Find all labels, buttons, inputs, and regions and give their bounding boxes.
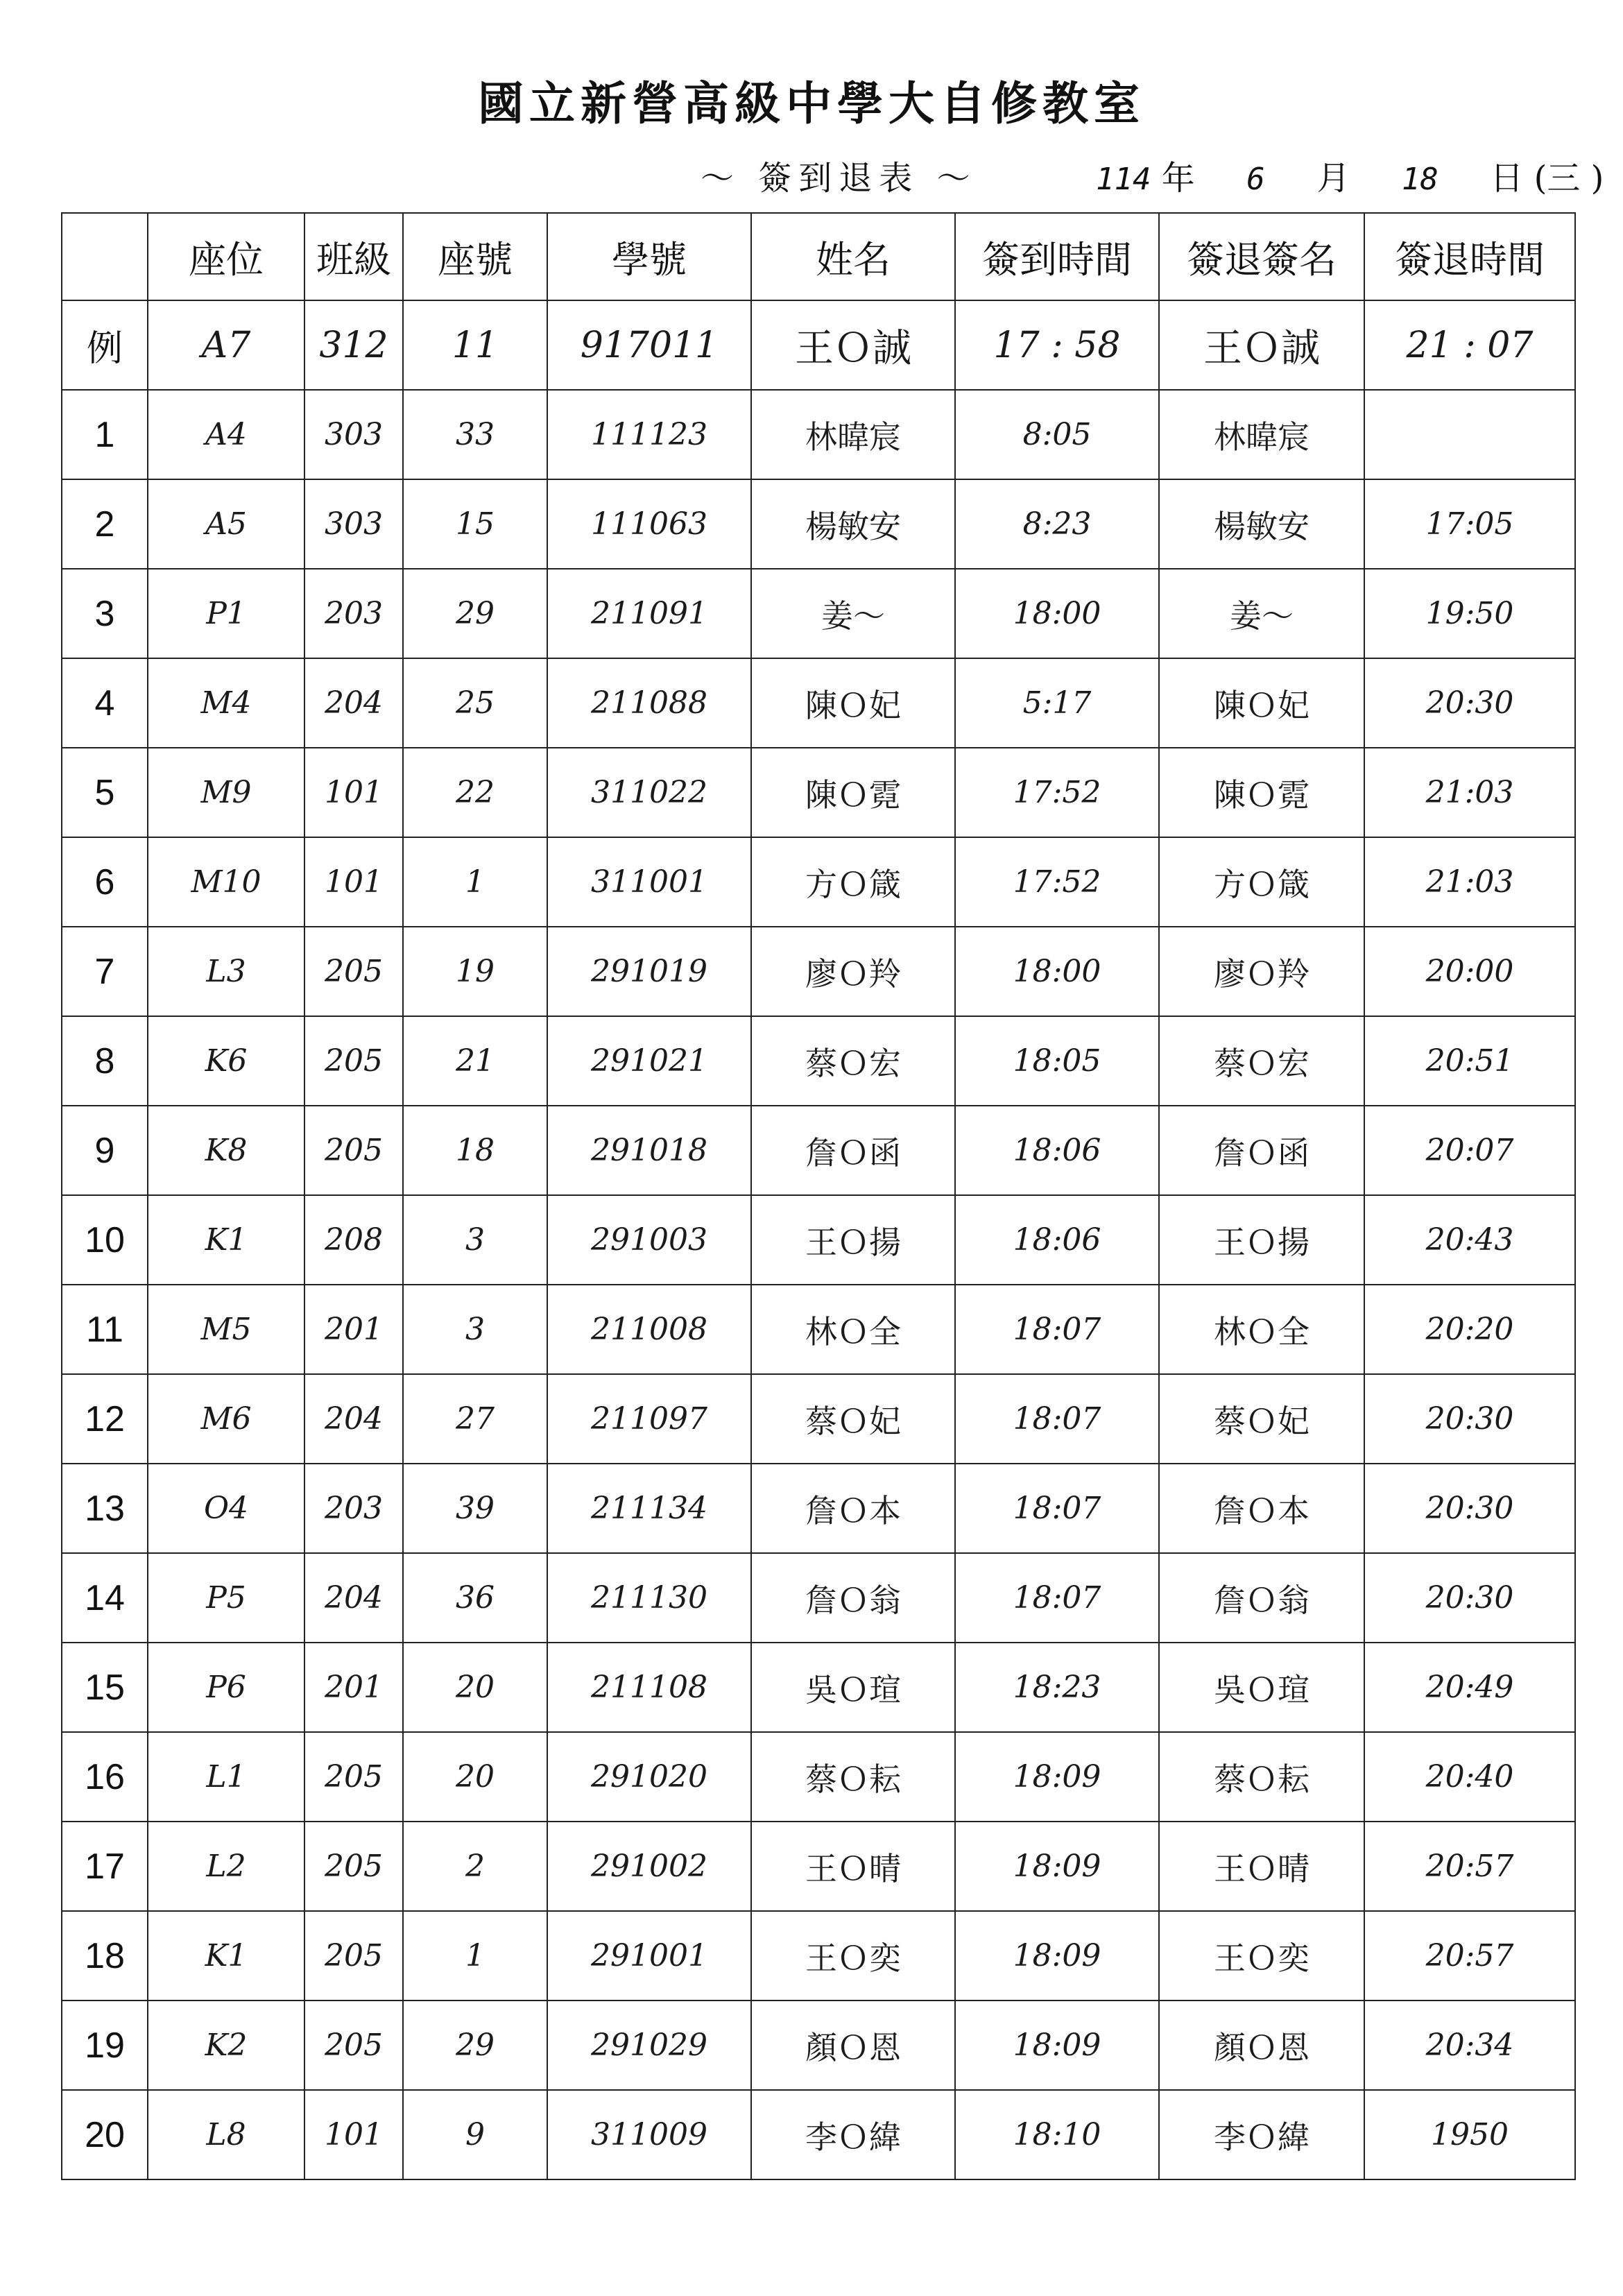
row-index: 4	[62, 658, 148, 748]
sign-in-time-cell: 18:07	[955, 1464, 1159, 1553]
seat-cell: A5	[148, 479, 304, 569]
name-cell: 林Ｏ全	[751, 1285, 955, 1374]
class-cell: 205	[304, 927, 403, 1016]
class-cell: 203	[304, 569, 403, 658]
student-id-cell: 291003	[547, 1195, 751, 1285]
sign-out-time-cell: 20:30	[1364, 1374, 1575, 1464]
seat-number-cell: 3	[403, 1195, 547, 1285]
seat-cell: M5	[148, 1285, 304, 1374]
student-id-cell: 291002	[547, 1822, 751, 1911]
seat-cell: K6	[148, 1016, 304, 1106]
class-cell: 205	[304, 1106, 403, 1195]
name-cell: 方Ｏ箴	[751, 837, 955, 927]
name-cell: 詹Ｏ翁	[751, 1553, 955, 1643]
sign-in-time-cell: 18:09	[955, 1911, 1159, 2001]
class-cell: 205	[304, 1911, 403, 2001]
sign-out-time-cell	[1364, 390, 1575, 479]
seat-cell: P6	[148, 1643, 304, 1732]
sign-in-time-cell: 18:07	[955, 1553, 1159, 1643]
example-row	[62, 300, 1575, 390]
table-row	[62, 1016, 1575, 1106]
sign-out-signature-cell: 顏Ｏ恩	[1159, 2001, 1364, 2090]
seat-cell: M6	[148, 1374, 304, 1464]
seat-cell: A7	[148, 300, 304, 390]
sign-in-time-cell: 17 : 58	[955, 300, 1159, 390]
header-index	[62, 213, 148, 300]
sign-in-time-cell: 18:07	[955, 1374, 1159, 1464]
student-id-cell: 311022	[547, 748, 751, 837]
seat-cell: K1	[148, 1195, 304, 1285]
seat-number-cell: 15	[403, 479, 547, 569]
name-cell: 陳Ｏ霓	[751, 748, 955, 837]
student-id-cell: 211134	[547, 1464, 751, 1553]
name-cell: 王Ｏ揚	[751, 1195, 955, 1285]
sign-out-signature-cell: 蔡Ｏ宏	[1159, 1016, 1364, 1106]
student-id-cell: 211097	[547, 1374, 751, 1464]
sign-out-signature-cell: 吳Ｏ瑄	[1159, 1643, 1364, 1732]
student-id-cell: 291001	[547, 1911, 751, 2001]
row-index: 2	[62, 479, 148, 569]
table-row	[62, 1285, 1575, 1374]
sign-out-signature-cell: 詹Ｏ翁	[1159, 1553, 1364, 1643]
sign-out-signature-cell: 蔡Ｏ妃	[1159, 1374, 1364, 1464]
name-cell: 廖Ｏ羚	[751, 927, 955, 1016]
seat-number-cell: 25	[403, 658, 547, 748]
row-index: 9	[62, 1106, 148, 1195]
sign-out-signature-cell: 姜～	[1159, 569, 1364, 658]
sign-out-time-cell: 21:03	[1364, 748, 1575, 837]
student-id-cell: 291029	[547, 2001, 751, 2090]
sign-out-time-cell: 20:34	[1364, 2001, 1575, 2090]
row-index: 1	[62, 390, 148, 479]
sign-out-time-cell: 20:40	[1364, 1732, 1575, 1822]
name-cell: 詹Ｏ本	[751, 1464, 955, 1553]
header-sign-out-time: 簽退時間	[1364, 213, 1575, 300]
sign-in-time-cell: 18:06	[955, 1195, 1159, 1285]
row-index: 例	[62, 300, 148, 390]
date-day-label: 日	[1490, 159, 1524, 198]
seat-number-cell: 20	[403, 1643, 547, 1732]
sign-out-signature-cell: 蔡Ｏ耘	[1159, 1732, 1364, 1822]
name-cell: 蔡Ｏ耘	[751, 1732, 955, 1822]
seat-cell: K1	[148, 1911, 304, 2001]
date-year-label: 年	[1161, 159, 1195, 198]
header-sign-out-signature: 簽退簽名	[1159, 213, 1364, 300]
seat-number-cell: 27	[403, 1374, 547, 1464]
table-row	[62, 569, 1575, 658]
table-row	[62, 390, 1575, 479]
seat-cell: M9	[148, 748, 304, 837]
seat-cell: O4	[148, 1464, 304, 1553]
name-cell: 李Ｏ緯	[751, 2090, 955, 2179]
seat-cell: M10	[148, 837, 304, 927]
sign-in-time-cell: 5:17	[955, 658, 1159, 748]
sign-out-time-cell: 20:30	[1364, 658, 1575, 748]
sign-out-signature-cell: 王Ｏ誠	[1159, 300, 1364, 390]
row-index: 10	[62, 1195, 148, 1285]
seat-number-cell: 36	[403, 1553, 547, 1643]
sign-in-time-cell: 18:09	[955, 2001, 1159, 2090]
sign-out-time-cell: 20:00	[1364, 927, 1575, 1016]
sign-in-time-cell: 8:23	[955, 479, 1159, 569]
sign-out-time-cell: 19:50	[1364, 569, 1575, 658]
seat-number-cell: 20	[403, 1732, 547, 1822]
class-cell: 101	[304, 2090, 403, 2179]
row-index: 19	[62, 2001, 148, 2090]
row-index: 11	[62, 1285, 148, 1374]
table-row	[62, 927, 1575, 1016]
name-cell: 王Ｏ晴	[751, 1822, 955, 1911]
row-index: 16	[62, 1732, 148, 1822]
table-row	[62, 658, 1575, 748]
seat-number-cell: 9	[403, 2090, 547, 2179]
form-subtitle: ～ 簽到退表 ～	[701, 159, 977, 198]
seat-number-cell: 21	[403, 1016, 547, 1106]
date-day: 18	[1401, 162, 1439, 197]
sign-out-signature-cell: 王Ｏ揚	[1159, 1195, 1364, 1285]
sign-out-time-cell: 20:57	[1364, 1822, 1575, 1911]
seat-cell: A4	[148, 390, 304, 479]
name-cell: 吳Ｏ瑄	[751, 1643, 955, 1732]
sign-out-time-cell: 1950	[1364, 2090, 1575, 2179]
table-header-row	[62, 213, 1575, 300]
student-id-cell: 211008	[547, 1285, 751, 1374]
class-cell: 203	[304, 1464, 403, 1553]
row-index: 15	[62, 1643, 148, 1732]
class-cell: 204	[304, 1553, 403, 1643]
seat-number-cell: 1	[403, 1911, 547, 2001]
sign-out-time-cell: 20:20	[1364, 1285, 1575, 1374]
student-id-cell: 291018	[547, 1106, 751, 1195]
table-row	[62, 748, 1575, 837]
date-weekday: (三 )	[1534, 159, 1604, 198]
page-title: 國立新營高級中學大自修教室	[478, 76, 1145, 130]
table-row	[62, 1643, 1575, 1732]
seat-cell: M4	[148, 658, 304, 748]
row-index: 8	[62, 1016, 148, 1106]
class-cell: 205	[304, 1016, 403, 1106]
student-id-cell: 211091	[547, 569, 751, 658]
name-cell: 林暐宸	[751, 390, 955, 479]
class-cell: 205	[304, 2001, 403, 2090]
sign-out-time-cell: 21 : 07	[1364, 300, 1575, 390]
sign-in-time-cell: 18:09	[955, 1822, 1159, 1911]
date-month-label: 月	[1316, 159, 1350, 198]
name-cell: 顏Ｏ恩	[751, 2001, 955, 2090]
seat-cell: L1	[148, 1732, 304, 1822]
date-year: 114	[1096, 162, 1151, 197]
name-cell: 姜～	[751, 569, 955, 658]
table-row	[62, 2001, 1575, 2090]
seat-cell: P5	[148, 1553, 304, 1643]
student-id-cell: 291020	[547, 1732, 751, 1822]
table-row	[62, 1195, 1575, 1285]
name-cell: 王Ｏ奕	[751, 1911, 955, 2001]
sign-out-signature-cell: 楊敏安	[1159, 479, 1364, 569]
sign-in-time-cell: 18:10	[955, 2090, 1159, 2179]
sign-out-signature-cell: 李Ｏ緯	[1159, 2090, 1364, 2179]
header-student-id: 學號	[547, 213, 751, 300]
sign-out-signature-cell: 陳Ｏ霓	[1159, 748, 1364, 837]
sign-out-signature-cell: 陳Ｏ妃	[1159, 658, 1364, 748]
header-seat-number: 座號	[403, 213, 547, 300]
seat-number-cell: 29	[403, 2001, 547, 2090]
sign-out-time-cell: 21:03	[1364, 837, 1575, 927]
table-row	[62, 1822, 1575, 1911]
sign-out-signature-cell: 王Ｏ晴	[1159, 1822, 1364, 1911]
row-index: 17	[62, 1822, 148, 1911]
student-id-cell: 291021	[547, 1016, 751, 1106]
class-cell: 204	[304, 658, 403, 748]
name-cell: 陳Ｏ妃	[751, 658, 955, 748]
form-date	[1096, 151, 1604, 199]
class-cell: 312	[304, 300, 403, 390]
name-cell: 王Ｏ誠	[751, 300, 955, 390]
row-index: 3	[62, 569, 148, 658]
student-id-cell: 917011	[547, 300, 751, 390]
sign-in-time-cell: 17:52	[955, 748, 1159, 837]
row-index: 6	[62, 837, 148, 927]
seat-number-cell: 11	[403, 300, 547, 390]
table-row	[62, 479, 1575, 569]
student-id-cell: 211108	[547, 1643, 751, 1732]
sign-out-signature-cell: 廖Ｏ羚	[1159, 927, 1364, 1016]
sign-in-time-cell: 18:00	[955, 927, 1159, 1016]
sign-out-time-cell: 20:30	[1364, 1464, 1575, 1553]
row-index: 13	[62, 1464, 148, 1553]
sign-out-signature-cell: 詹Ｏ本	[1159, 1464, 1364, 1553]
table-row	[62, 1464, 1575, 1553]
header-name: 姓名	[751, 213, 955, 300]
sign-out-time-cell: 20:30	[1364, 1553, 1575, 1643]
name-cell: 蔡Ｏ宏	[751, 1016, 955, 1106]
class-cell: 201	[304, 1285, 403, 1374]
class-cell: 208	[304, 1195, 403, 1285]
table-row	[62, 1374, 1575, 1464]
student-id-cell: 311001	[547, 837, 751, 927]
class-cell: 201	[304, 1643, 403, 1732]
sign-in-time-cell: 17:52	[955, 837, 1159, 927]
seat-number-cell: 33	[403, 390, 547, 479]
seat-number-cell: 18	[403, 1106, 547, 1195]
seat-number-cell: 2	[403, 1822, 547, 1911]
row-index: 18	[62, 1911, 148, 2001]
table-row	[62, 1553, 1575, 1643]
sign-in-time-cell: 18:05	[955, 1016, 1159, 1106]
sign-out-time-cell: 20:57	[1364, 1911, 1575, 2001]
header-seat: 座位	[148, 213, 304, 300]
row-index: 20	[62, 2090, 148, 2179]
student-id-cell: 311009	[547, 2090, 751, 2179]
seat-cell: L8	[148, 2090, 304, 2179]
sign-out-time-cell: 20:43	[1364, 1195, 1575, 1285]
sign-out-signature-cell: 林Ｏ全	[1159, 1285, 1364, 1374]
table-row	[62, 1732, 1575, 1822]
row-index: 14	[62, 1553, 148, 1643]
sign-out-signature-cell: 方Ｏ箴	[1159, 837, 1364, 927]
seat-cell: K8	[148, 1106, 304, 1195]
sign-out-time-cell: 20:49	[1364, 1643, 1575, 1732]
name-cell: 詹Ｏ函	[751, 1106, 955, 1195]
sign-out-time-cell: 20:07	[1364, 1106, 1575, 1195]
sign-in-table	[61, 212, 1576, 2180]
class-cell: 101	[304, 837, 403, 927]
student-id-cell: 111063	[547, 479, 751, 569]
class-cell: 205	[304, 1822, 403, 1911]
seat-cell: L3	[148, 927, 304, 1016]
table-row	[62, 1106, 1575, 1195]
seat-number-cell: 22	[403, 748, 547, 837]
student-id-cell: 291019	[547, 927, 751, 1016]
header-sign-in-time: 簽到時間	[955, 213, 1159, 300]
table-row	[62, 1911, 1575, 2001]
sign-out-time-cell: 20:51	[1364, 1016, 1575, 1106]
row-index: 5	[62, 748, 148, 837]
name-cell: 蔡Ｏ妃	[751, 1374, 955, 1464]
sign-out-signature-cell: 林暐宸	[1159, 390, 1364, 479]
sign-in-time-cell: 18:00	[955, 569, 1159, 658]
header-class: 班級	[304, 213, 403, 300]
seat-number-cell: 39	[403, 1464, 547, 1553]
date-month: 6	[1246, 162, 1265, 197]
seat-number-cell: 3	[403, 1285, 547, 1374]
class-cell: 204	[304, 1374, 403, 1464]
sign-in-time-cell: 18:06	[955, 1106, 1159, 1195]
class-cell: 303	[304, 479, 403, 569]
seat-cell: K2	[148, 2001, 304, 2090]
seat-cell: L2	[148, 1822, 304, 1911]
name-cell: 楊敏安	[751, 479, 955, 569]
student-id-cell: 111123	[547, 390, 751, 479]
class-cell: 205	[304, 1732, 403, 1822]
table-row	[62, 2090, 1575, 2179]
seat-number-cell: 1	[403, 837, 547, 927]
sign-out-signature-cell: 詹Ｏ函	[1159, 1106, 1364, 1195]
table-row	[62, 837, 1575, 927]
row-index: 12	[62, 1374, 148, 1464]
seat-cell: P1	[148, 569, 304, 658]
class-cell: 101	[304, 748, 403, 837]
student-id-cell: 211130	[547, 1553, 751, 1643]
sign-out-time-cell: 17:05	[1364, 479, 1575, 569]
seat-number-cell: 29	[403, 569, 547, 658]
sign-in-time-cell: 18:09	[955, 1732, 1159, 1822]
seat-number-cell: 19	[403, 927, 547, 1016]
sign-in-time-cell: 18:23	[955, 1643, 1159, 1732]
row-index: 7	[62, 927, 148, 1016]
sign-in-time-cell: 8:05	[955, 390, 1159, 479]
sign-in-time-cell: 18:07	[955, 1285, 1159, 1374]
sign-out-signature-cell: 王Ｏ奕	[1159, 1911, 1364, 2001]
student-id-cell: 211088	[547, 658, 751, 748]
class-cell: 303	[304, 390, 403, 479]
